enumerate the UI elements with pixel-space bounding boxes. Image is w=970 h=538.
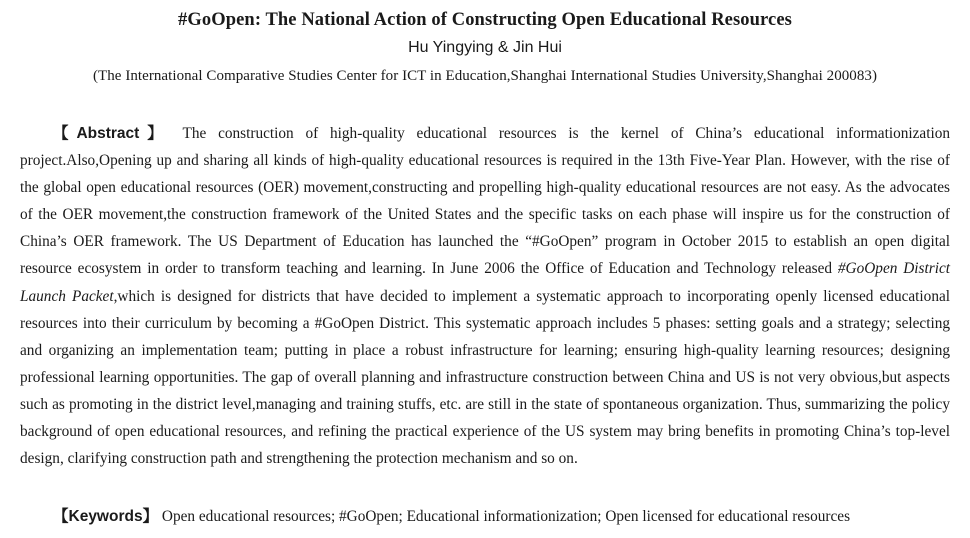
- paper-title: #GoOpen: The National Action of Constructing Open Educational Resources: [178, 10, 792, 30]
- keywords-text: Open educational resources; #GoOpen; Educational informationization; Open licensed for educational resources: [158, 508, 851, 525]
- keywords-line: [53, 503, 953, 530]
- abstract-paragraph: [20, 120, 950, 472]
- paper-affiliation: (The International Comparative Studies Center for ICT in Education,Shanghai International Studies University,Shanghai 200083): [93, 68, 877, 84]
- keywords-label: 【Keywords】: [53, 508, 159, 525]
- abstract-italic-title: #GoOpen District Launch Packet: [20, 260, 950, 305]
- abstract-text-part-1: The construction of high-quality educational resources is the kernel of China’s educational informationization project.Also,Opening up and sharing all kinds of high-quality educational resources is required in the 13th Five-Year Plan. However, with the rise of the global open educational resources (OER) movement,constructing and propelling high-quality educational resources are not easy. As the advocates of the OER movement,the construction framework of the United States and the specific tasks on each phase will inspire us for the construction of China’s OER framework. The US Department of Education has launched the “#GoOpen” program in October 2015 to establish an open digital resource ecosystem in order to transform teaching and learning. In June 2006 the Office of Education and Technology released: [20, 125, 950, 278]
- paper-authors: Hu Yingying & Jin Hui: [408, 39, 562, 56]
- abstract-label: 【Abstract】: [53, 125, 171, 142]
- abstract-text-part-2: ,which is designed for districts that have decided to implement a systematic approach to incorporating openly licensed educational resources into their curriculum by becoming a #GoOpen District. This systematic approach includes 5 phases: setting goals and a strategy; selecting and organizing an implementation team; putting in place a robust infrastructure for learning; ensuring high-quality learning resources; designing professional learning opportunities. The gap of overall planning and infrastructure construction between China and US is not very obvious,but aspects such as promoting in the district level,managing and training stuffs, etc. are still in the state of spontaneous organization. Thus, summarizing the policy background of open educational resources, and refining the practical experience of the US system may bring benefits in promoting China’s top-level design, clarifying construction path and strengthening the protection mechanism and so on.: [20, 287, 951, 468]
